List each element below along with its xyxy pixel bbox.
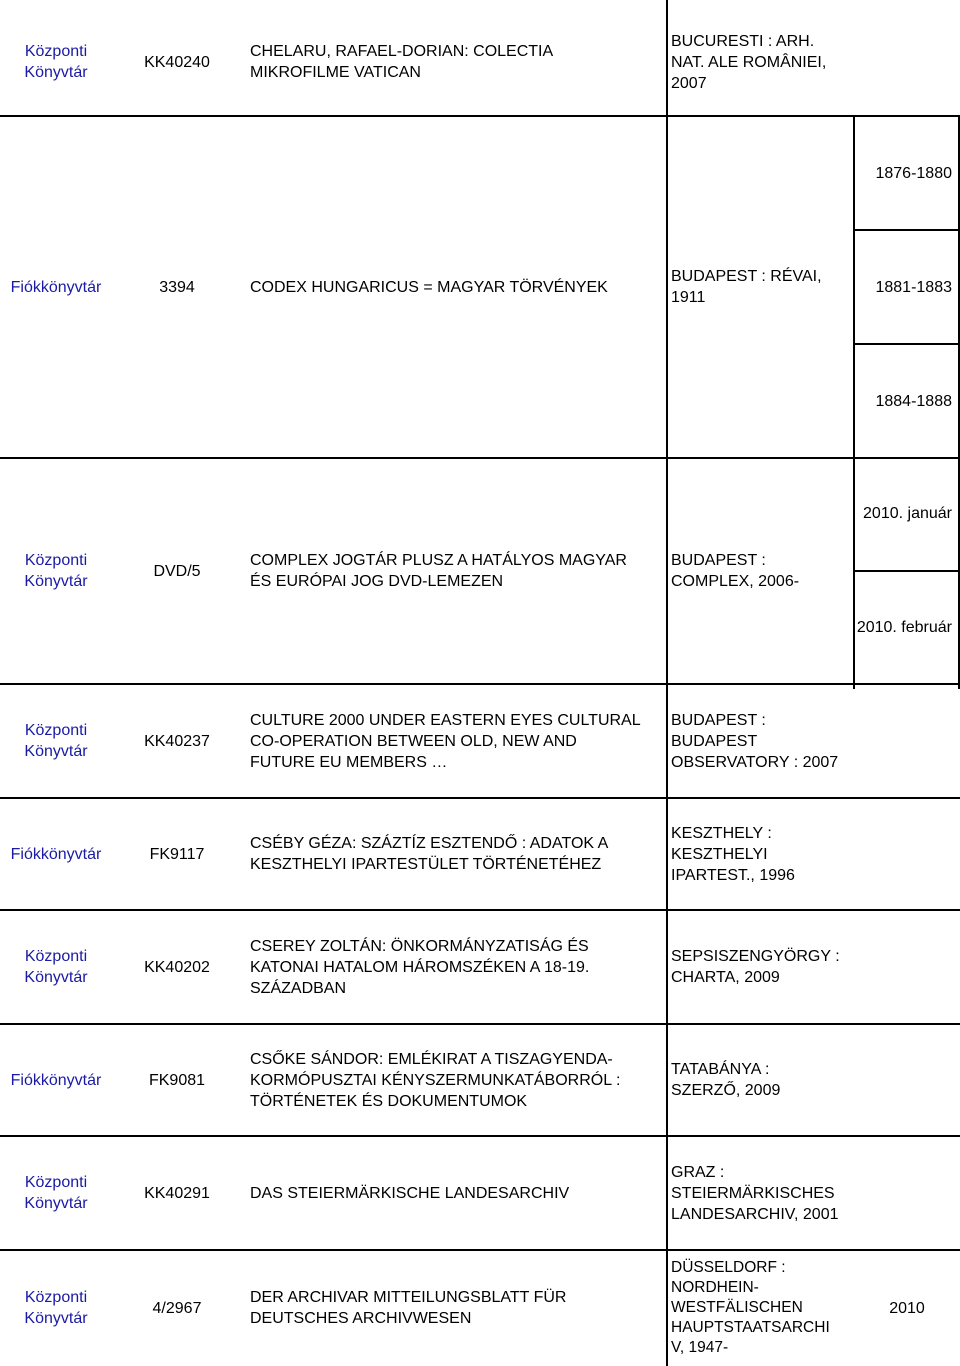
grid-line bbox=[0, 683, 960, 685]
grid-line bbox=[0, 797, 960, 799]
grid-line bbox=[0, 1135, 960, 1137]
library-cell: Központi Könyvtár bbox=[24, 722, 88, 760]
grid-line bbox=[853, 116, 855, 689]
grid-line bbox=[0, 115, 960, 117]
title-cell: CSÉBY GÉZA: SZÁZTÍZ ESZTENDŐ : ADATOK A KESZTHELYI IPARTESTÜLET TÖRTÉNETÉHEZ bbox=[250, 835, 609, 873]
publisher-cell: SEPSISZENGYÖRGY : CHARTA, 2009 bbox=[671, 948, 840, 986]
shelfmark-cell: KK40291 bbox=[144, 1184, 210, 1202]
title-cell: DAS STEIERMÄRKISCHE LANDESARCHIV bbox=[250, 1184, 570, 1202]
publisher-cell: KESZTHELY : KESZTHELYI IPARTEST., 1996 bbox=[671, 824, 795, 884]
publisher-cell: DÜSSELDORF : NORDHEIN- WESTFÄLISCHEN HAUPTSTAATSARCHI V, 1947- bbox=[671, 1259, 830, 1356]
library-cell: Fiókkönyvtár bbox=[10, 845, 102, 863]
library-cell: Központi Könyvtár bbox=[24, 43, 88, 81]
title-cell: DER ARCHIVAR MITTEILUNGSBLATT FÜR DEUTSCHES ARCHIVWESEN bbox=[250, 1289, 567, 1327]
grid-line bbox=[0, 909, 960, 911]
library-cell: Fiókkönyvtár bbox=[10, 1071, 102, 1089]
publisher-cell: BUDAPEST : RÉVAI, 1911 bbox=[671, 268, 822, 306]
shelfmark-cell: 4/2967 bbox=[152, 1299, 202, 1317]
year-cell: 2010 bbox=[889, 1299, 925, 1317]
grid-line bbox=[0, 457, 960, 459]
year-cell: 1881-1883 bbox=[875, 278, 952, 296]
publisher-cell: BUDAPEST : COMPLEX, 2006- bbox=[671, 552, 800, 590]
publisher-cell: GRAZ : STEIERMÄRKISCHES LANDESARCHIV, 2001 bbox=[671, 1163, 839, 1223]
title-cell: CSŐKE SÁNDOR: EMLÉKIRAT A TISZAGYENDA- KORMÓPUSZTAI KÉNYSZERMUNKATÁBORRÓL : TÖRTÉNETEK ÉS DOKUMENTUMOK bbox=[250, 1050, 621, 1110]
publisher-cell: TATABÁNYA : SZERZŐ, 2009 bbox=[671, 1061, 781, 1099]
title-cell: CHELARU, RAFAEL-DORIAN: COLECTIA MIKROFILME VATICAN bbox=[250, 43, 554, 81]
shelfmark-cell: KK40202 bbox=[144, 958, 210, 976]
year-cell: 2010. január bbox=[863, 504, 952, 522]
year-cell: 1876-1880 bbox=[875, 164, 952, 182]
year-cell: 1884-1888 bbox=[875, 392, 952, 410]
library-cell: Központi Könyvtár bbox=[24, 1174, 88, 1212]
publisher-cell: BUCURESTI : ARH. NAT. ALE ROMÂNIEI, 2007 bbox=[671, 32, 827, 92]
shelfmark-cell: KK40240 bbox=[144, 53, 210, 71]
year-cell: 2010. február bbox=[856, 618, 952, 636]
library-cell: Központi Könyvtár bbox=[24, 552, 88, 590]
grid-line bbox=[0, 1023, 960, 1025]
title-cell: CULTURE 2000 UNDER EASTERN EYES CULTURAL CO-OPERATION BETWEEN OLD, NEW AND FUTURE EU MEMBERS … bbox=[250, 711, 641, 771]
library-cell: Központi Könyvtár bbox=[24, 1289, 88, 1327]
publisher-cell: BUDAPEST : BUDAPEST OBSERVATORY : 2007 bbox=[671, 711, 839, 771]
shelfmark-cell: 3394 bbox=[159, 278, 195, 296]
library-cell: Központi Könyvtár bbox=[24, 948, 88, 986]
shelfmark-cell: FK9081 bbox=[148, 1071, 206, 1089]
shelfmark-cell: KK40237 bbox=[144, 732, 210, 750]
grid-line bbox=[853, 343, 960, 345]
grid-line bbox=[0, 1249, 960, 1251]
grid-line bbox=[853, 229, 960, 231]
shelfmark-cell: DVD/5 bbox=[153, 562, 201, 580]
title-cell: CODEX HUNGARICUS = MAGYAR TÖRVÉNYEK bbox=[250, 278, 608, 296]
title-cell: COMPLEX JOGTÁR PLUSZ A HATÁLYOS MAGYAR ÉS EURÓPAI JOG DVD-LEMEZEN bbox=[250, 552, 627, 590]
grid-line bbox=[853, 570, 960, 572]
library-cell: Fiókkönyvtár bbox=[10, 278, 102, 296]
shelfmark-cell: FK9117 bbox=[149, 845, 205, 863]
title-cell: CSEREY ZOLTÁN: ÖNKORMÁNYZATISÁG ÉS KATONAI HATALOM HÁROMSZÉKEN A 18-19. SZÁZADBAN bbox=[250, 937, 590, 997]
